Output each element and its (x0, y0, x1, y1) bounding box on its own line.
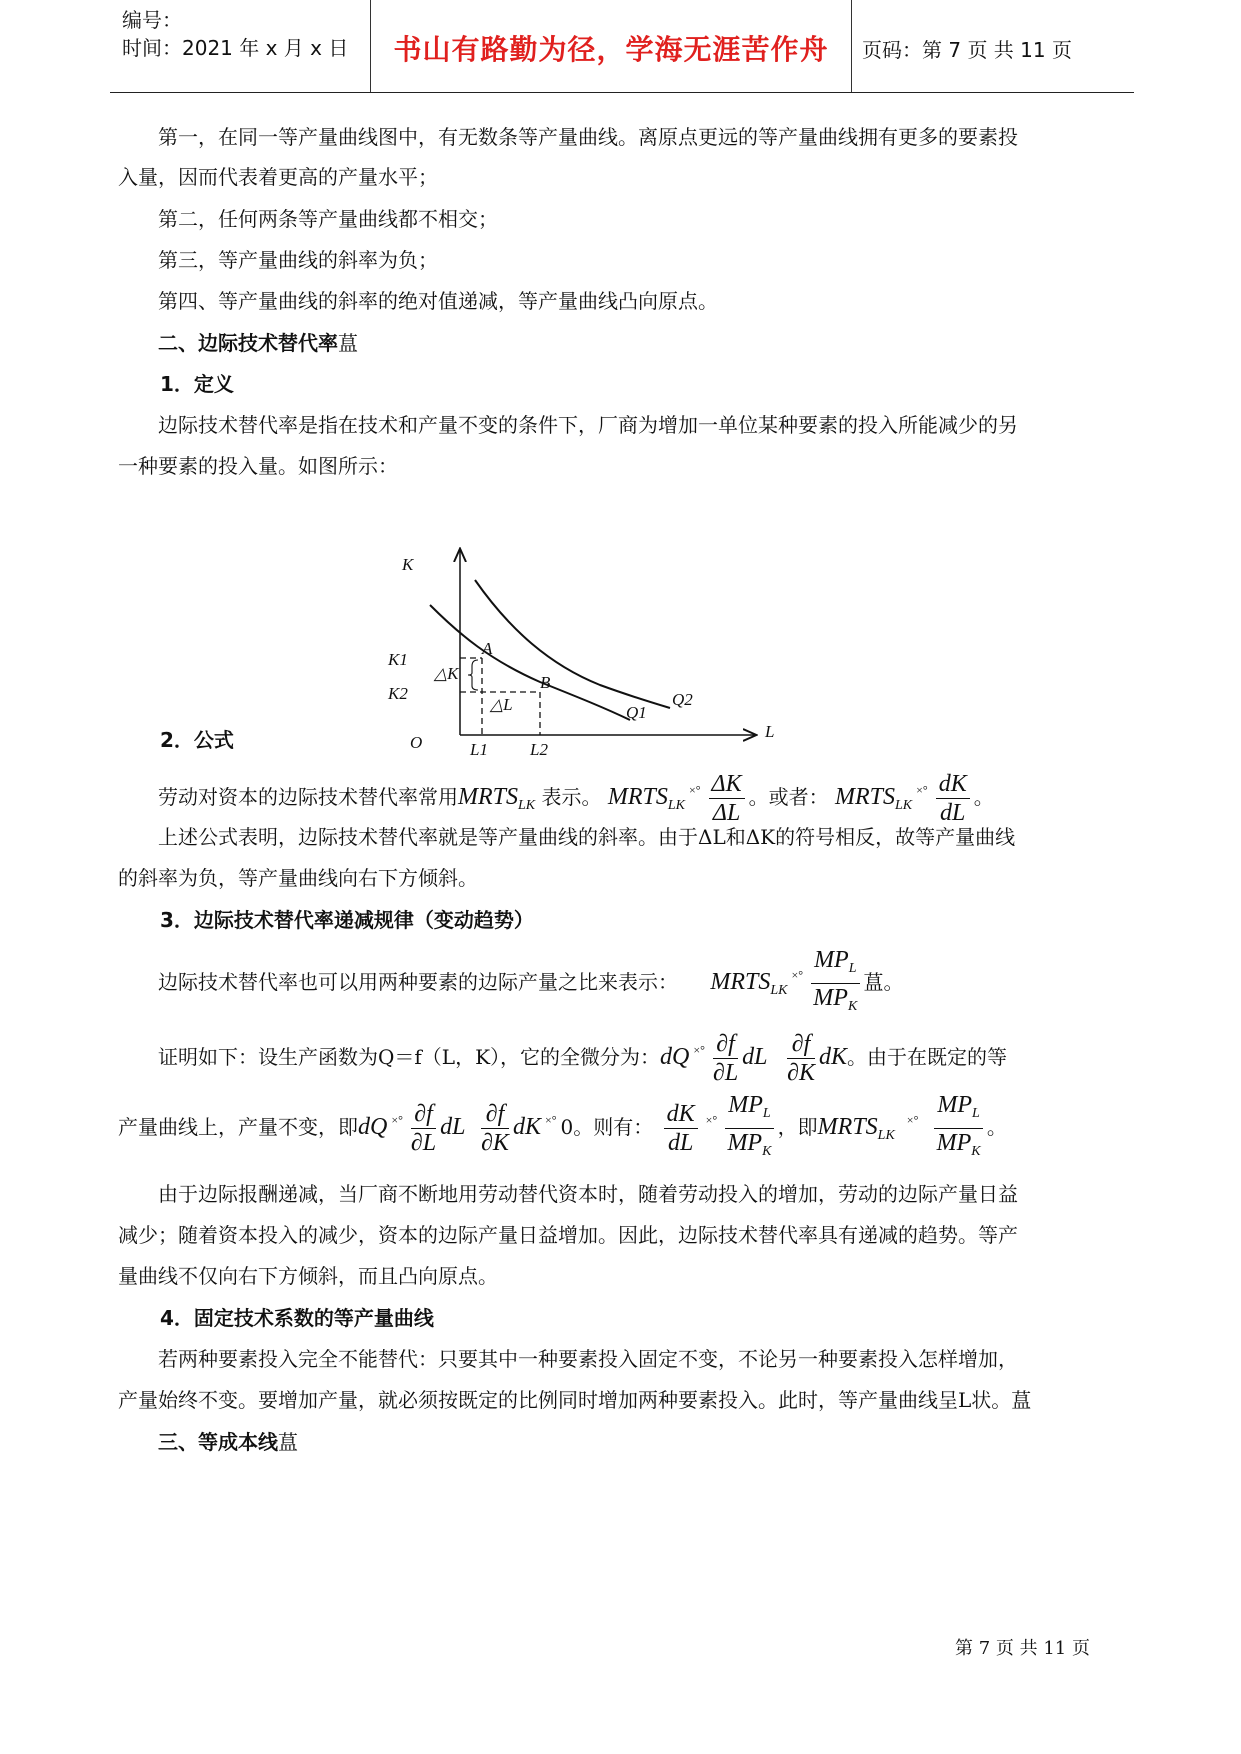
total-differential: dQ ×° $\frac{\partial f}{\partial L}$ dL $\frac{\partial f}{\partial K}$ dK (660, 1030, 847, 1086)
k2-label: K2 (388, 684, 408, 703)
section-heading (158, 329, 358, 357)
paragraph: 第一，在同一等产量曲线图中，有无数条等产量曲线。离原点更远的等产量曲线拥有更多的要素投 (158, 125, 1018, 149)
header-motto-cell (370, 0, 852, 92)
isoquant-diagram (388, 540, 880, 760)
subheading: 4．固定技术系数的等产量曲线 (160, 1306, 434, 1330)
ratio-text: 边际技术替代率也可以用两种要素的边际产量之比来表示： (158, 970, 678, 994)
dk-brace (468, 660, 478, 690)
zero-differential: dQ ×° $\frac{\partial f}{\partial L}$ dL $\frac{\partial f}{\partial K}$ dK ×° 0 (358, 1100, 574, 1156)
heading-tail: 蒀 (338, 331, 358, 355)
mrts-delta-formula: $MRTS_{LK}\times^\circ$ $\frac{\Delta K}{\Delta L}$ (608, 784, 749, 810)
subheading: 1．定义 (160, 372, 234, 396)
heading-text: 三、等成本线 (158, 1430, 278, 1454)
section-heading (158, 1428, 298, 1456)
page-header (110, 0, 1134, 93)
origin-label: O (410, 733, 423, 752)
paragraph: 的斜率为负，等产量曲线向右下方倾斜。 (118, 866, 478, 890)
paragraph: 第三，等产量曲线的斜率为负； (158, 248, 438, 272)
axis-k-label: K (402, 555, 414, 574)
paragraph: 一种要素的投入量。如图所示： (118, 454, 398, 478)
paragraph: 量曲线不仅向右下方倾斜，而且凸向原点。 (118, 1264, 498, 1288)
paragraph: 减少；随着资本投入的减少，资本的边际产量日益增加。因此，边际技术替代率具有递减的趋势。等产 (118, 1223, 1018, 1247)
point-b-label: B (540, 673, 551, 692)
doc-date: 时间：2021 年 x 月 x 日 (122, 36, 349, 60)
q1-label: Q1 (626, 703, 647, 722)
paragraph: 上述公式表明，边际技术替代率就是等产量曲线的斜率。由于ΔL和ΔK的符号相反，故等产量曲线 (158, 825, 1016, 849)
mrts-mp-ratio: $MRTS_{LK}\times^\circ$ $\frac{MP_L}{MP_K}$ (710, 969, 863, 995)
proof-text: 。则有： (573, 1115, 654, 1139)
proof-line-2 (118, 1080, 1007, 1176)
paragraph: 若两种要素投入完全不能替代：只要其中一种要素投入固定不变，不论另一种要素投入怎样增加， (158, 1347, 1018, 1371)
doc-code: 编号： (122, 8, 182, 32)
proof-text: 证明如下：设生产函数为Q＝f（L，K），它的全微分为： (158, 1045, 661, 1069)
subheading: 3．边际技术替代率递减规律（变动趋势） (160, 908, 534, 932)
proof-text: ，即 (777, 1115, 818, 1139)
slope-mp-ratio: $\frac{dK}{dL}$ ×° $\frac{MP_L}{MP_K}$ (660, 1114, 778, 1140)
formula-text: 。或者： (748, 785, 829, 809)
axis-l-label: L (765, 722, 775, 741)
proof-text: 。 (986, 1115, 1007, 1139)
proof-text: 。由于在既定的等 (846, 1045, 1007, 1069)
header-page-cell (850, 0, 1134, 92)
point-a-label: A (482, 639, 493, 658)
formula-text: 。 (973, 785, 994, 809)
formula-text: 劳动对资本的边际技术替代率常用 (158, 785, 458, 809)
l2-label: L2 (530, 740, 548, 759)
isoquant-figure (388, 540, 880, 760)
heading-text: 二、边际技术替代率 (158, 331, 338, 355)
k1-label: K1 (388, 650, 408, 669)
header-meta (110, 0, 370, 92)
page-number: 页码：第 7 页 共 11 页 (862, 38, 1072, 62)
paragraph: 边际技术替代率是指在技术和产量不变的条件下，厂商为增加一单位某种要素的投入所能减少的另 (158, 413, 1018, 437)
paragraph: 第四、等产量曲线的斜率的绝对值递减，等产量曲线凸向原点。 (158, 289, 718, 313)
ratio-tail: 蒀。 (863, 970, 904, 994)
proof-text: 产量曲线上，产量不变，即 (118, 1115, 358, 1139)
mrts-result: $MRTS_{LK}\times^\circ$ $\frac{MP_L}{MP_K}$ (818, 1114, 987, 1140)
q2-label: Q2 (672, 690, 693, 709)
paragraph: 产量始终不变。要增加产量，就必须按既定的比例同时增加两种要素投入。此时，等产量曲线呈L状。蒀 (118, 1388, 1032, 1412)
l1-label: L1 (470, 740, 488, 759)
paragraph: 由于边际报酬递减，当厂商不断地用劳动替代资本时，随着劳动投入的增加，劳动的边际产量日益 (158, 1182, 1018, 1206)
paragraph: 入量，因而代表着更高的产量水平； (118, 165, 438, 189)
isoquant-q2 (475, 580, 670, 708)
heading-tail: 蒀 (278, 1430, 298, 1454)
paragraph: 第二，任何两条等产量曲线都不相交； (158, 207, 498, 231)
mrts-symbol: $MRTS_{LK}$ (458, 784, 536, 813)
delta-k-label: △K (434, 664, 459, 683)
formula-text: 表示。 (541, 785, 602, 809)
motto: 书山有路勤为径，学海无涯苦作舟 (393, 33, 829, 66)
mrts-derivative-formula: $MRTS_{LK}\times^\circ$ $\frac{dK}{dL}$ (835, 784, 974, 810)
page-footer: 第 7 页 共 11 页 (955, 1638, 1090, 1659)
subheading: 2．公式 (160, 728, 234, 752)
delta-l-label: △L (490, 695, 513, 714)
